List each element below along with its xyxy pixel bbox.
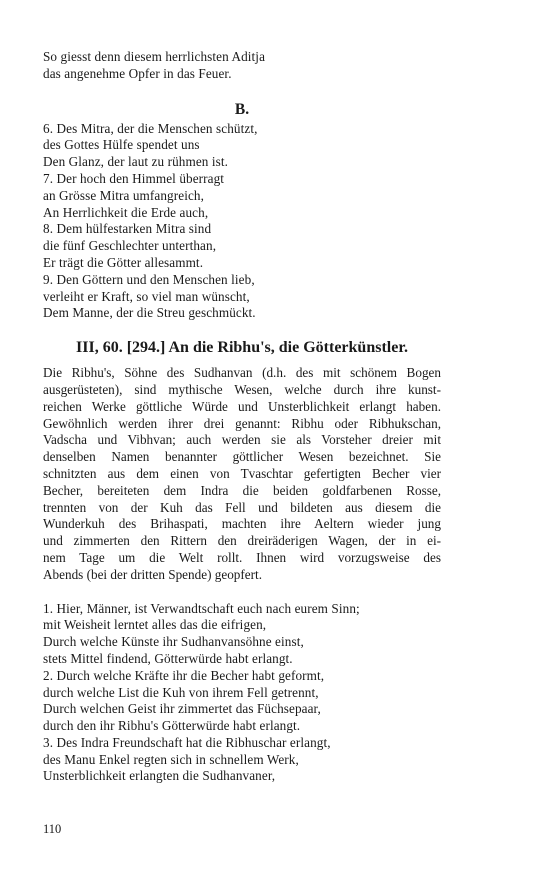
verse-line: 8. Dem hülfestarken Mitra sind <box>43 221 212 237</box>
verse-line: verleiht er Kraft, so viel man wünscht, <box>43 288 250 304</box>
prose-line: und zimmerten den Rittern den dreiräderigen Wagen, der in ei- <box>43 533 441 549</box>
verse-line: 9. Den Göttern und den Menschen lieb, <box>43 271 255 287</box>
prose-line: Die Ribhu's, Söhne des Sudhanvan (d.h. des mit schönem Bogen <box>43 365 441 381</box>
verse-line: durch welche List die Kuh von ihrem Fell getrennt, <box>43 684 319 700</box>
verse-line: 6. Des Mitra, der die Menschen schützt, <box>43 120 258 136</box>
prose-line: ausgerüsteten), sind mythische Wesen, welche durch ihre kunst- <box>43 381 441 397</box>
verse-line: Durch welche Künste ihr Sudhanvansöhne einst, <box>43 634 304 650</box>
intro-paragraph <box>43 365 441 583</box>
section-b-heading: B. <box>234 100 250 118</box>
verse-line: stets Mittel findend, Götterwürde habt erlangt. <box>43 650 293 666</box>
prose-line: denselben Namen benannter göttlicher Wesen bezeichnet. Sie <box>43 449 441 465</box>
prose-line: Abends (bei der dritten Spende) geopfert. <box>43 566 262 582</box>
verse-line: Dem Manne, der die Streu geschmückt. <box>43 305 256 321</box>
section-b-verses <box>43 121 441 323</box>
prose-line: schnitzten aus dem einen von Tvaschtar gefertigten Becher vier <box>43 465 441 481</box>
verse-line: das angenehme Opfer in das Feuer. <box>43 65 232 81</box>
prose-line: Gewöhnlich werden ihrer drei genannt: Ribhu oder Ribhukschan, <box>43 415 441 431</box>
page-body <box>43 49 441 785</box>
prose-line: nem Tage um die Welt rollt. Ihnen wird vorzugsweise des <box>43 549 441 565</box>
verse-line: Durch welchen Geist ihr zimmertet das Füchsepaar, <box>43 701 321 717</box>
verse-line: des Gottes Hülfe spendet uns <box>43 137 200 153</box>
verse-line: des Manu Enkel regten sich in schnellem Werk, <box>43 751 299 767</box>
verse-line: An Herrlichkeit die Erde auch, <box>43 204 209 220</box>
chapter-heading: III, 60. [294.] An die Ribhu's, die Götterkünstler. <box>76 339 408 357</box>
prose-line: Wunderkuh des Brihaspati, machten ihre Aeltern wieder jung <box>43 516 441 532</box>
prose-line: Becher, bereiteten dem Indra die beiden goldfarbenen Rosse, <box>43 482 441 498</box>
verse-line: mit Weisheit lerntet alles das die eifrigen, <box>43 617 267 633</box>
hymn-verses <box>43 601 441 786</box>
verse-line: Den Glanz, der laut zu rühmen ist. <box>43 154 229 170</box>
verse-line: 7. Der hoch den Himmel überragt <box>43 170 225 186</box>
verse-line: Unsterblichkeit erlangten die Sudhanvaner, <box>43 768 276 784</box>
verse-line: Er trägt die Götter allesammt. <box>43 254 204 270</box>
verse-line: So giesst denn diesem herrlichsten Aditja <box>43 49 266 64</box>
prose-line: Vadscha und Vibhvan; auch werden sie als Vorsteher dreier mit <box>43 432 441 448</box>
prose-line: trennten von der Kuh das Fell und bildeten aus diesem die <box>43 499 441 515</box>
verse-line: 1. Hier, Männer, ist Verwandtschaft euch nach eurem Sinn; <box>43 600 360 616</box>
opening-verses <box>43 49 441 83</box>
verse-line: 3. Des Indra Freundschaft hat die Ribhuschar erlangt, <box>43 734 331 750</box>
verse-line: durch den ihr Ribhu's Götterwürde habt erlangt. <box>43 718 301 734</box>
page-number: 110 <box>43 822 62 836</box>
verse-line: an Grösse Mitra umfangreich, <box>43 187 204 203</box>
verse-line: die fünf Geschlechter unterthan, <box>43 238 217 254</box>
verse-line: 2. Durch welche Kräfte ihr die Becher habt geformt, <box>43 667 325 683</box>
prose-line: reichen Werke göttliche Würde und Unsterblichkeit erlangt haben. <box>43 398 441 414</box>
